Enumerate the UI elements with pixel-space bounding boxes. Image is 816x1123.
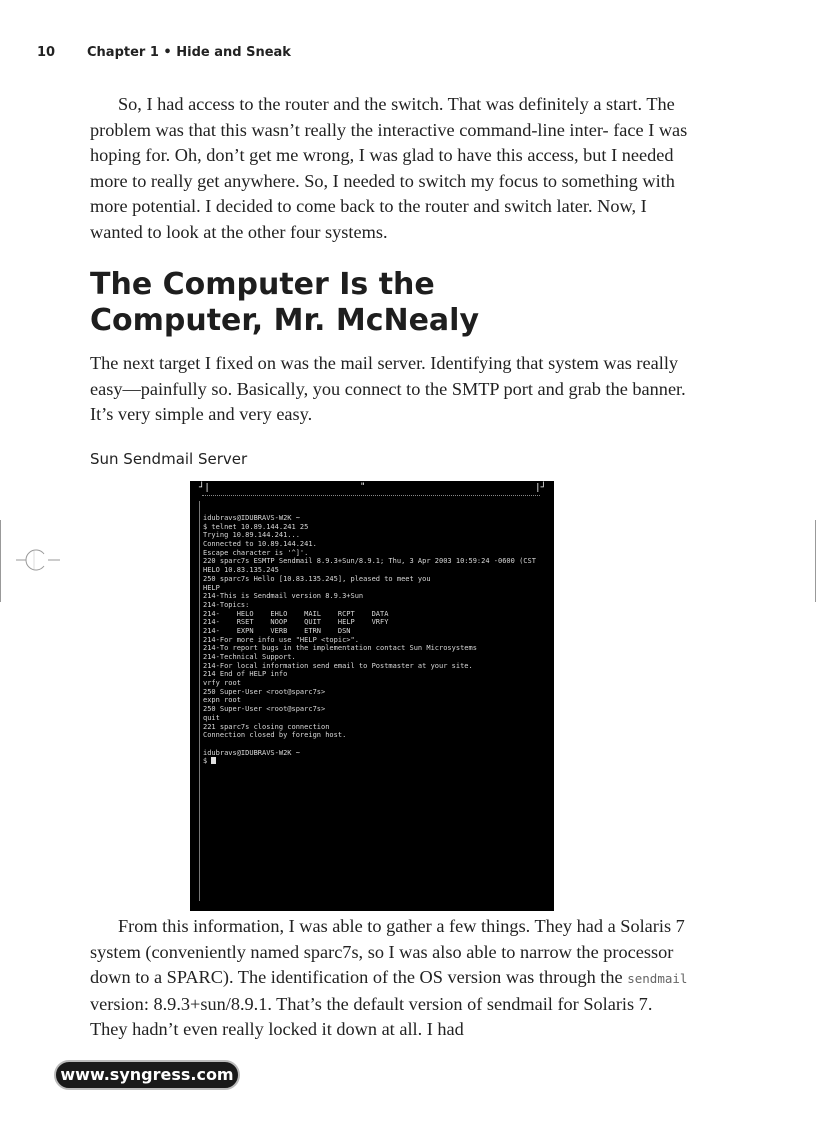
terminal-line: idubravs@IDUBRAVS-W2K ~	[203, 748, 300, 757]
paragraph-3-text-a: From this information, I was able to gather a few things. They had a Solaris 7 system (conveniently named sparc7s, so I was also able to narrow the processor down to a SPARC). The identification of the OS version was through the	[90, 916, 685, 987]
terminal-line: 214-For local information send email to Postmaster at your site.	[203, 661, 473, 670]
terminal-screenshot	[190, 481, 554, 911]
paragraph-3-text-b: version: 8.9.3+sun/8.9.1. That’s the default version of sendmail for Solaris 7. They hadn’t even really locked it down at all. I had	[90, 993, 653, 1039]
registration-mark-icon	[14, 548, 62, 572]
crop-mark-left	[0, 520, 1, 602]
terminal-title-rule	[202, 495, 540, 496]
terminal-line: 214-To report bugs in the implementation contact Sun Microsystems	[203, 644, 477, 653]
terminal-line: 221 sparc7s closing connection	[203, 722, 330, 731]
terminal-line: 214-For more info use "HELP <topic>".	[203, 635, 359, 644]
terminal-line: 214- EXPN VERB ETRN DSN	[203, 626, 351, 635]
terminal-line: 214 End of HELP info	[203, 670, 288, 679]
page-number: 10	[37, 45, 56, 60]
section-heading	[90, 267, 479, 339]
terminal-line: 214-This is Sendmail version 8.9.3+Sun	[203, 592, 364, 601]
terminal-line: vrfy root	[203, 679, 241, 688]
terminal-window-icon: ┘|	[199, 483, 210, 493]
terminal-line: 214- HELO EHLO MAIL RCPT DATA	[203, 609, 389, 618]
footer-url-badge[interactable]: www.syngress.com	[54, 1060, 240, 1090]
terminal-titlebar	[190, 481, 554, 499]
terminal-line: HELO 10.83.135.245	[203, 566, 279, 575]
paragraph-3	[90, 914, 690, 1043]
terminal-line	[203, 740, 549, 749]
paragraph-1-text: So, I had access to the router and the switch. That was definitely a start. The problem was that this wasn’t really the interactive command-line inter- face I was hoping for. Oh, don’t get me wrong, I was glad to have this access, but I needed more to really get anywhere. So, I needed to switch my focus to something with more potential. I decided to come back to the router and switch later. Now, I wanted to look at the other four systems.	[90, 94, 688, 242]
terminal-cursor	[211, 757, 216, 764]
terminal-line: 214- RSET NOOP QUIT HELP VRFY	[203, 618, 389, 627]
terminal-line: idubravs@IDUBRAVS-W2K ~	[203, 514, 300, 522]
terminal-line: Escape character is '^]'.	[203, 548, 309, 557]
terminal-line: 250 sparc7s Hello [10.83.135.245], pleased to meet you	[203, 574, 431, 583]
terminal-line: $ telnet 10.89.144.241 25	[203, 522, 309, 531]
paragraph-2: The next target I fixed on was the mail server. Identifying that system was really easy—painfully so. Basically, you connect to the SMTP port and grab the banner. It’s very simple and very easy.	[90, 353, 686, 424]
terminal-line: quit	[203, 713, 220, 722]
terminal-line: $	[203, 757, 549, 766]
terminal-line: 220 sparc7s ESMTP Sendmail 8.9.3+Sun/8.9.1; Thu, 3 Apr 2003 10:59:24 -0600 (CST	[203, 557, 536, 566]
chapter-title: Chapter 1 • Hide and Sneak	[87, 45, 291, 60]
terminal-line: expn root	[203, 696, 241, 705]
terminal-line: HELP	[203, 583, 220, 592]
terminal-resize-icon: |┘	[535, 483, 546, 493]
terminal-line: 250 Super-User <root@sparc7s>	[203, 687, 326, 696]
section-heading-line-1: The Computer Is the	[90, 267, 435, 302]
terminal-line: Connection closed by foreign host.	[203, 731, 347, 740]
inline-code-sendmail: sendmail	[627, 971, 688, 986]
terminal-title-mark-icon: "	[360, 482, 366, 492]
terminal-line: 214-Technical Support.	[203, 653, 296, 661]
terminal-scroll-gutter	[199, 501, 200, 901]
paragraph-1	[90, 92, 690, 245]
terminal-line: Trying 10.89.144.241...	[203, 531, 300, 540]
terminal-line: 214-Topics:	[203, 600, 250, 609]
section-heading-line-2: Computer, Mr. McNealy	[90, 303, 480, 338]
terminal-line: Connected to 10.89.144.241.	[203, 540, 317, 549]
figure-caption: Sun Sendmail Server	[90, 450, 248, 468]
running-header	[37, 45, 291, 60]
terminal-line: 250 Super-User <root@sparc7s>	[203, 705, 326, 714]
terminal-output	[203, 514, 549, 766]
